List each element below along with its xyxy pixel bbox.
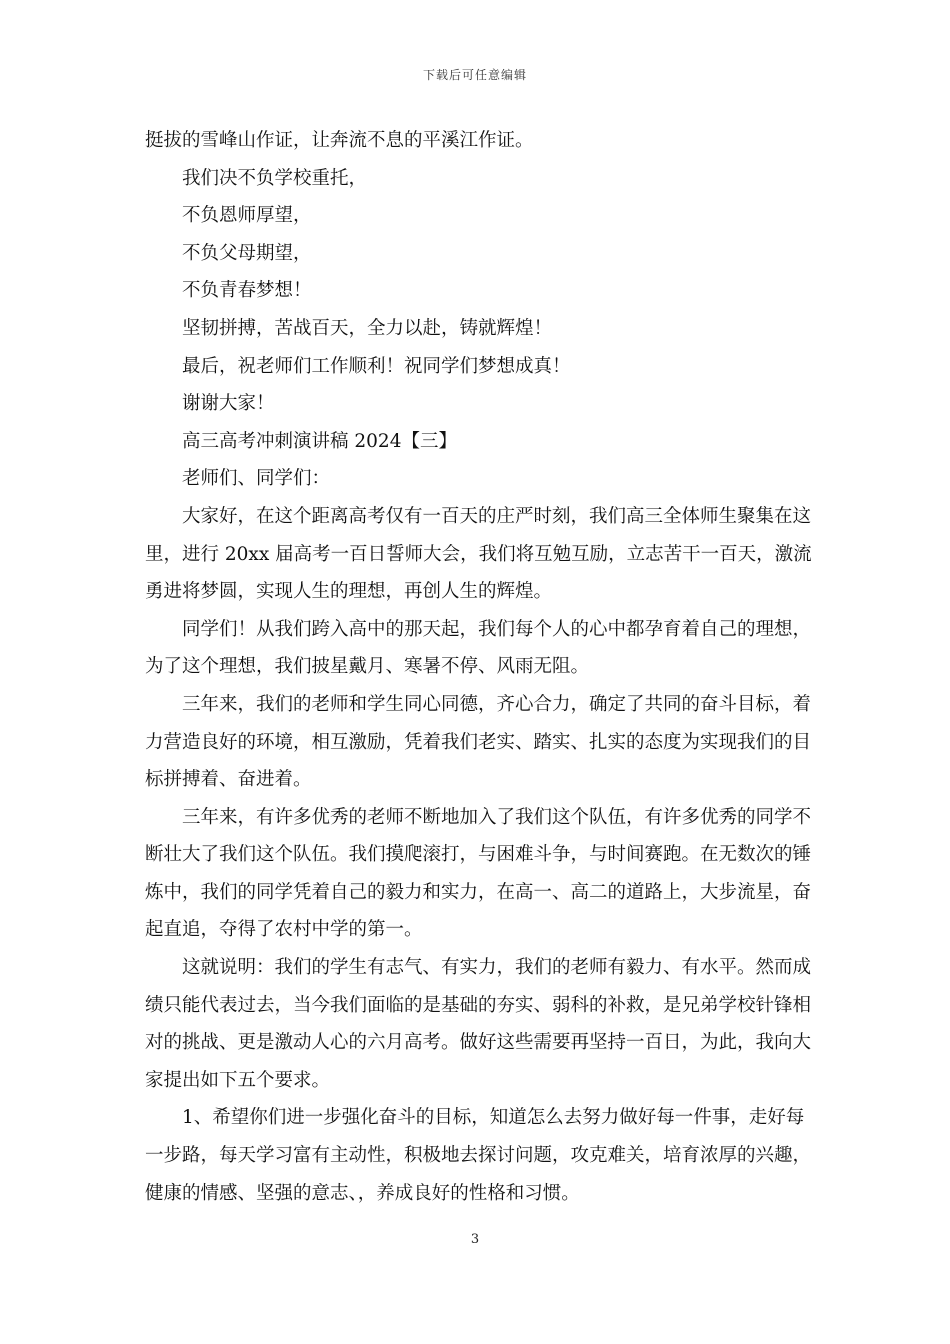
paragraph-requirement-1: 1、希望你们进一步强化奋斗的目标，知道怎么去努力做好每一件事，走好每一步路，每天学习富有主动性，积极地去探讨问题，攻克难关，培育浓厚的兴趣，健康的情感、坚强的意志、，养成良好的性格和习惯。	[145, 1107, 812, 1204]
paragraph-pledge-line: 我们决不负学校重托，	[182, 167, 368, 189]
paragraph-salutation: 老师们、同学们：	[182, 468, 331, 490]
paragraph-slogan: 坚韧拼搏，苦战百天，全力以赴，铸就辉煌！	[182, 317, 553, 339]
page-number: 3	[470, 1232, 480, 1247]
paragraph-body: 大家好，在这个距离高考仅有一百天的庄严时刻，我们高三全体师生聚集在这里，进行 20xx 届高考一百日誓师大会，我们将互勉互励，立志苦干一百天，激流勇进将梦圆，实现人生的理想，再创人生的辉煌。	[145, 505, 812, 603]
paragraph-body: 三年来，有许多优秀的老师不断地加入了我们这个队伍，有许多优秀的同学不断壮大了我们这个队伍。我们摸爬滚打，与困难斗争，与时间赛跑。在无数次的锤炼中，我们的同学凭着自己的毅力和实力，在高一、高二的道路上，大步流星，奋起直追，夺得了农村中学的第一。	[145, 806, 812, 941]
paragraph-pledge-line: 不负恩师厚望，	[182, 205, 312, 227]
paragraph-pledge-line: 不负青春梦想！	[182, 280, 312, 302]
page-header: 下载后可任意编辑	[422, 68, 527, 82]
paragraph-thanks: 谢谢大家！	[182, 393, 275, 415]
paragraph-body: 同学们！从我们跨入高中的那天起，我们每个人的心中都孕育着自己的理想，为了这个理想，我们披星戴月、寒暑不停、风雨无阻。	[145, 618, 812, 678]
paragraph-wishes: 最后，祝老师们工作顺利！祝同学们梦想成真！	[182, 355, 571, 377]
paragraph-body: 三年来，我们的老师和学生同心同德，齐心合力，确定了共同的奋斗目标，着力营造良好的环境，相互激励，凭着我们老实、踏实、扎实的态度为实现我们的目标拼搏着、奋进着。	[145, 693, 812, 791]
paragraph-pledge-line: 不负父母期望，	[182, 242, 312, 264]
paragraph-body: 这就说明：我们的学生有志气、有实力，我们的老师有毅力、有水平。然而成绩只能代表过去，当今我们面临的是基础的夯实、弱科的补救，是兄弟学校针锋相对的挑战、更是激动人心的六月高考。做好这些需要再坚持一百日，为此，我向大家提出如下五个要求。	[145, 957, 812, 1091]
document-body	[145, 122, 813, 1212]
section-title: 高三高考冲刺演讲稿 2024【三】	[182, 430, 457, 452]
paragraph-continuation: 挺拔的雪峰山作证，让奔流不息的平溪江作证。	[145, 130, 534, 151]
